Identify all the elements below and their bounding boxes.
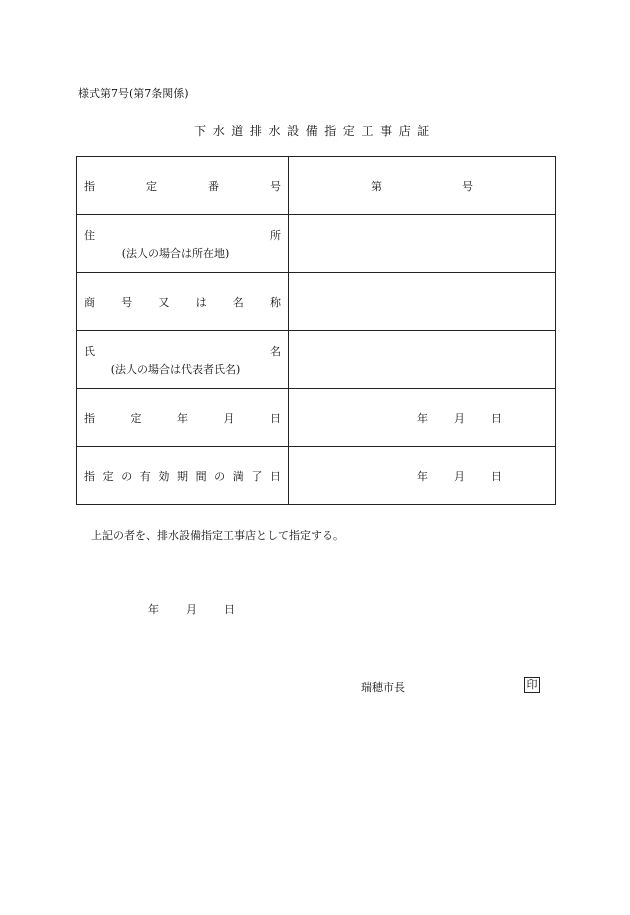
label-char: 指: [84, 411, 95, 425]
value-expiry-date: [289, 447, 556, 505]
label-char: 氏: [84, 344, 95, 358]
label-char: 名: [270, 344, 281, 358]
value-designation-date: [289, 389, 556, 447]
row-designation-number: [77, 157, 556, 215]
label-char: 所: [270, 228, 281, 242]
label-subtext: (法人の場合は所在地): [121, 246, 230, 260]
label-char: の: [214, 469, 226, 483]
label-char: 定: [130, 411, 142, 425]
value-trade-name: [289, 273, 556, 331]
label-char: の: [121, 469, 133, 483]
label-expiry-date: [77, 447, 289, 505]
issue-date-char: 日: [224, 603, 235, 616]
issue-date-char: 年: [148, 603, 159, 616]
value-name: [289, 331, 556, 389]
certificate-table: [76, 156, 556, 505]
label-char: 日: [270, 411, 281, 425]
row-address: [77, 215, 556, 273]
label-char: 年: [177, 411, 188, 425]
label-char: 効: [158, 469, 170, 483]
label-char: 日: [269, 469, 281, 483]
label-char: 月: [223, 411, 235, 425]
value-char: 月: [454, 411, 465, 425]
value-char: 日: [491, 411, 502, 425]
label-char: 了: [251, 469, 263, 483]
seal-mark: 印: [524, 677, 540, 693]
row-designation-date: [77, 389, 556, 447]
label-char: 定: [146, 179, 157, 193]
issue-date-char: 月: [186, 603, 197, 616]
label-char: 住: [84, 228, 95, 242]
document-title: 下水道排水設備指定工事店証: [194, 124, 436, 138]
label-designation-number: [77, 157, 289, 215]
label-char: 満: [232, 469, 244, 483]
value-char: 号: [462, 179, 473, 193]
label-char: は: [195, 295, 207, 309]
label-char: 有: [139, 469, 151, 483]
label-designation-date: [77, 389, 289, 447]
value-char: 年: [417, 469, 428, 483]
row-name: [77, 331, 556, 389]
value-char: 年: [417, 411, 428, 425]
label-name: [77, 331, 289, 389]
label-trade-name: [77, 273, 289, 331]
row-expiry-date: [77, 447, 556, 505]
value-char: 第: [371, 179, 382, 193]
label-char: 番: [208, 179, 219, 193]
issue-date: [148, 601, 235, 617]
designation-statement: 上記の者を、排水設備指定工事店として指定する。: [91, 529, 344, 542]
label-char: 号: [270, 179, 281, 193]
label-char: 商: [84, 295, 95, 309]
label-char: 称: [269, 295, 281, 309]
label-char: 間: [195, 469, 207, 483]
value-char: 日: [491, 469, 502, 483]
form-reference: 様式第7号(第7条関係): [78, 87, 189, 100]
signer-title: 瑞穂市長: [361, 681, 405, 694]
value-char: 月: [454, 469, 465, 483]
label-char: 又: [158, 295, 170, 309]
label-char: 指: [84, 179, 95, 193]
label-char: 期: [176, 469, 188, 483]
label-char: 定: [102, 469, 114, 483]
label-address: [77, 215, 289, 273]
row-trade-name: [77, 273, 556, 331]
label-char: 名: [232, 295, 244, 309]
label-char: 号: [121, 295, 133, 309]
value-designation-number: [289, 157, 556, 215]
label-char: 指: [84, 469, 95, 483]
label-subtext: (法人の場合は代表者氏名): [110, 362, 241, 376]
value-address: [289, 215, 556, 273]
